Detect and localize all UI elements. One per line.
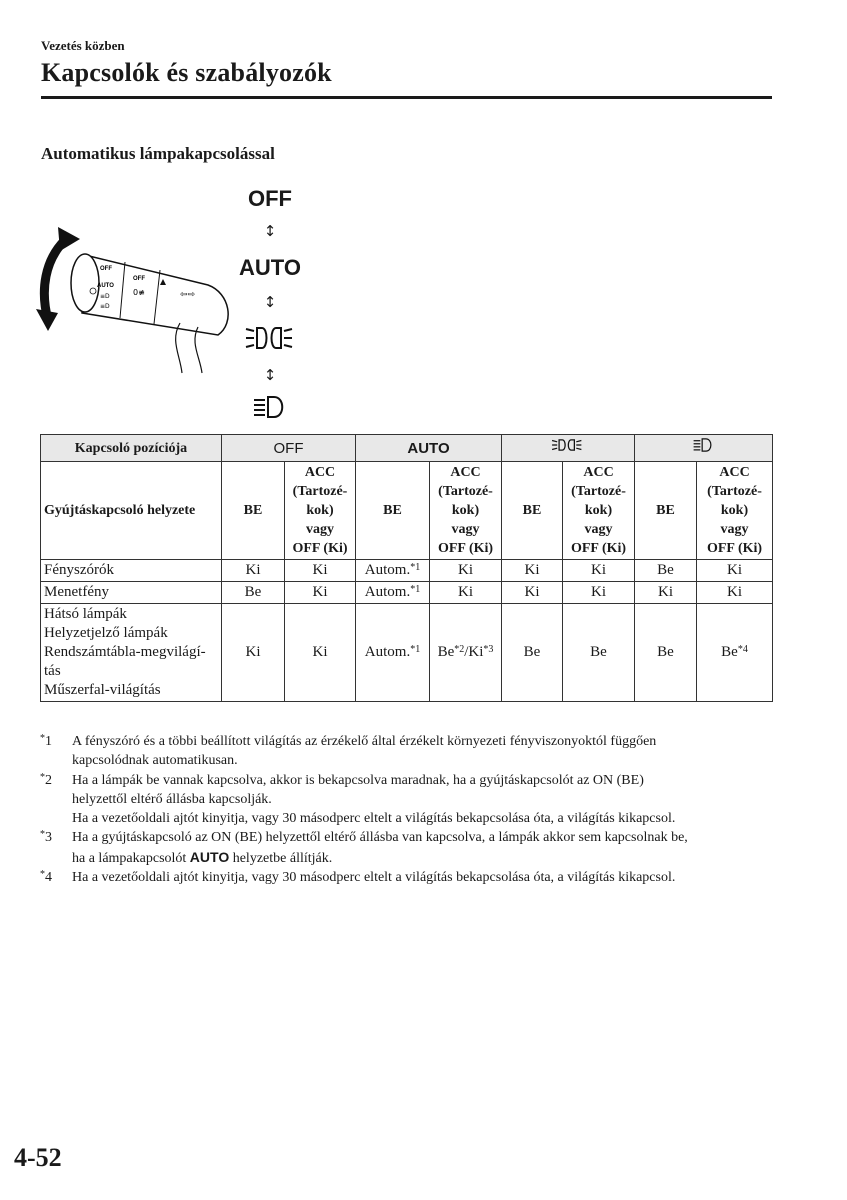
column-group-auto: AUTO (356, 435, 502, 462)
table-cell: Autom.$^{*1}$ (356, 560, 430, 582)
footnote-1: *1 A fényszóró és a többi beállított világítás az érzékelő által érzékelt környezeti fényviszonyoktól függően kapcsolódnak automatikusan. (40, 733, 657, 769)
fog-light-icon: 0≢ (133, 288, 145, 297)
table-cell: Ki (430, 582, 502, 604)
footnote-3: *3 Ha a gyújtáskapcsoló az ON (BE) helyzettől eltérő állásba van kapcsolva, a lámpák akkor sem kapcsolnak be, ha a lámpakapcsolót AUTO helyzetbe állítják. (40, 829, 688, 866)
auto-label-inline: AUTO (189, 848, 230, 865)
table-cell: Be (563, 604, 635, 702)
column-group-headlight (635, 435, 773, 462)
section-tag: Vezetés közben (41, 38, 125, 53)
headlight-small-icon: ≡D (100, 303, 110, 310)
table-cell: Be (502, 604, 563, 702)
table-cell: Ki (563, 582, 635, 604)
ignition-header-row (41, 462, 773, 560)
position-off: OFF (248, 186, 292, 211)
table-row (41, 604, 773, 702)
position-auto: AUTO (239, 255, 301, 280)
footnote-4: *4 Ha a vezetőoldali ajtót kinyitja, vagy 30 másodperc eltelt a világítás bekapcsolása óta, a világítás kikapcsol. (40, 869, 676, 886)
page-title: Kapcsolók és szabályozók (41, 58, 332, 87)
parking-light-small-icon: ≡D (100, 293, 110, 300)
stalk-label-auto: AUTO (97, 283, 114, 289)
page-number: 4-52 (14, 1143, 62, 1172)
light-status-table (40, 434, 773, 702)
parking-light-icon (245, 323, 297, 353)
table-cell: Ki (635, 582, 697, 604)
ignition-be: BE (502, 462, 563, 560)
ignition-acc: ACC (Tartozé- kok) vagy OFF (Ki) (697, 462, 773, 560)
table-cell: Be$^{*2}$/Ki$^{*3}$ (430, 604, 502, 702)
table-cell: Ki (502, 560, 563, 582)
switch-stalk-illustration (30, 225, 230, 375)
table-cell: Ki (222, 560, 285, 582)
headlight-icon (253, 395, 289, 419)
table-cell: Ki (285, 560, 356, 582)
table-cell: Be$^{*4}$ (697, 604, 773, 702)
ignition-be: BE (222, 462, 285, 560)
column-group-off: OFF (222, 435, 356, 462)
row-label-headlights: Fényszórók (41, 560, 222, 582)
table-cell: Ki (285, 604, 356, 702)
table-cell: Autom.$^{*1}$ (356, 604, 430, 702)
table-cell: Ki (697, 560, 773, 582)
stalk-label-off-2: OFF (133, 276, 145, 282)
title-divider (41, 96, 772, 99)
ignition-be: BE (635, 462, 697, 560)
ignition-acc: ACC (Tartozé- kok) vagy OFF (Ki) (430, 462, 502, 560)
up-down-arrow-icon: ↕ (263, 366, 277, 384)
up-down-arrow-icon: ↕ (263, 293, 277, 311)
table-cell: Ki (563, 560, 635, 582)
parking-light-icon (551, 438, 585, 452)
table-cell: Be (222, 582, 285, 604)
headlight-icon (693, 438, 715, 452)
table-cell: Be (635, 560, 697, 582)
ignition-be: BE (356, 462, 430, 560)
ignition-acc: ACC (Tartozé- kok) vagy OFF (Ki) (285, 462, 356, 560)
table-cell: Ki (502, 582, 563, 604)
footnote-2: *2 Ha a lámpák be vannak kapcsolva, akkor is bekapcsolva maradnak, ha a gyújtáskapcsolót az ON (BE) helyzettől eltérő állásba kapcsolják. Ha a vezetőoldali ajtót kinyitja, vagy 30 másodperc eltelt a világítás bekapcsolása óta, a világítás kikapcsol. (40, 771, 676, 827)
up-down-arrow-icon: ↕ (263, 222, 277, 240)
table-cell: Ki (222, 604, 285, 702)
position-header-label: Kapcsoló pozíciója (41, 435, 222, 462)
footnotes (40, 732, 775, 887)
column-group-parking (502, 435, 635, 462)
table-row (41, 560, 773, 582)
table-cell: Ki (697, 582, 773, 604)
table-cell: Autom.$^{*1}$ (356, 582, 430, 604)
subheading: Automatikus lámpakapcsolással (41, 144, 275, 163)
stalk-label-off-1: OFF (100, 266, 112, 272)
row-label-tail-lights: Hátsó lámpák Helyzetjelző lámpák Rendszámtábla-megvilágí- tás Műszerfal-világítás (41, 604, 222, 702)
table-cell: Ki (430, 560, 502, 582)
position-header-row (41, 435, 773, 462)
row-label-daytime-running: Menetfény (41, 582, 222, 604)
table-cell: Ki (285, 582, 356, 604)
table-row (41, 582, 773, 604)
turn-signal-icon: ⇦⇨ (180, 290, 196, 300)
ignition-acc: ACC (Tartozé- kok) vagy OFF (Ki) (563, 462, 635, 560)
table-cell: Be (635, 604, 697, 702)
ignition-header-label: Gyújtáskapcsoló helyzete (41, 462, 222, 560)
